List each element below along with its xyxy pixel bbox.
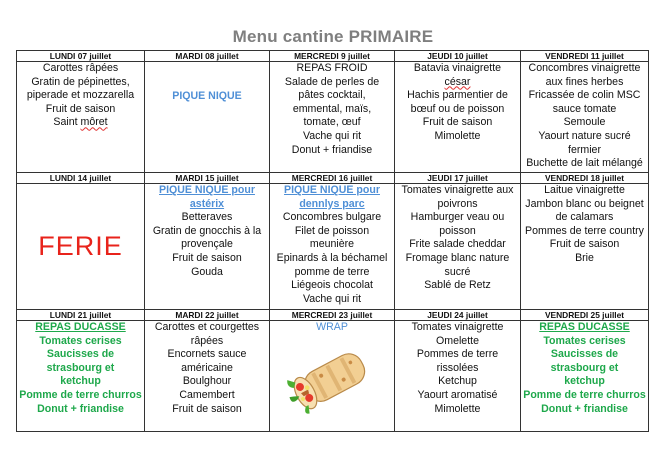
menu-item: Tomates vinaigrette — [411, 321, 504, 333]
ducasse-label: REPAS DUCASSE — [539, 321, 630, 333]
week-1-header-row — [17, 51, 649, 62]
menu-item: fermier — [568, 143, 601, 156]
day-menu-cell — [395, 62, 521, 173]
menu-item: Epinards à la béchamel — [276, 251, 388, 264]
day-menu-cell — [145, 62, 270, 173]
day-header: MARDI 15 juillet — [145, 173, 270, 184]
menu-item: Buchette de lait mélangé — [526, 157, 643, 170]
menu-item: Fruit de saison — [172, 251, 242, 264]
menu-item: Sablé de Retz — [424, 279, 491, 292]
day-menu-cell — [17, 321, 145, 432]
menu-item: Saucisses de strasbourg et — [550, 348, 619, 374]
menu-item: Fruit de saison — [45, 102, 116, 115]
picnic-label: astérix — [189, 197, 225, 210]
menu-item: ketchup — [60, 375, 101, 388]
menu-item: Batavia vinaigrette — [413, 62, 502, 74]
day-header: MERCREDI 9 juillet — [270, 51, 395, 62]
week-2-header-row — [17, 173, 649, 184]
menu-item-squiggle-text: môret — [80, 116, 108, 129]
menu-item: Saint môret — [53, 116, 108, 129]
menu-item: Brie — [575, 251, 594, 264]
day-menu-cell — [395, 321, 521, 432]
week-3-header-row — [17, 310, 649, 321]
day-header: LUNDI 21 juillet — [17, 310, 145, 321]
menu-item: Frite salade cheddar — [409, 238, 506, 251]
menu-item: Fruit de saison — [549, 238, 620, 251]
menu-item: Fruit de saison — [172, 402, 242, 415]
ducasse-label: REPAS DUCASSE — [35, 321, 126, 333]
menu-item: sucré — [444, 265, 471, 278]
menu-item: Carottes râpées — [42, 62, 119, 74]
menu-item: Boulghour — [182, 375, 232, 388]
menu-item: Pomme de terre churros — [19, 388, 142, 401]
menu-item: Gratin de pépinettes, — [31, 75, 130, 88]
day-menu-cell — [521, 321, 649, 432]
day-header: JEUDI 10 juillet — [395, 51, 521, 62]
menu-item: pomme de terre — [294, 265, 370, 278]
day-header: JEUDI 24 juillet — [395, 310, 521, 321]
day-menu-cell — [521, 184, 649, 310]
menu-item: piperade et mozzarella — [26, 89, 135, 102]
menu-item: Pommes de terre country — [525, 224, 644, 237]
menu-item: Donut + friandise — [541, 402, 628, 415]
day-menu-cell — [395, 184, 521, 310]
menu-item: Hamburger veau ou — [410, 211, 505, 224]
day-header: VENDREDI 11 juillet — [521, 51, 649, 62]
menu-item: Fruit de saison — [422, 116, 493, 129]
menu-item: Fricassée de colin MSC — [528, 89, 641, 102]
week-3-menu-row — [17, 321, 649, 432]
menu-item: Gouda — [191, 265, 223, 278]
menu-item: Hachis parmentier de — [407, 89, 508, 102]
week-1-menu-row — [17, 62, 649, 173]
picnic-label: PIQUE NIQUE pour — [159, 184, 255, 196]
day-header: VENDREDI 25 juillet — [521, 310, 649, 321]
page-title: Menu cantine PRIMAIRE — [232, 27, 434, 46]
day-header: MARDI 08 juillet — [145, 51, 270, 62]
menu-table — [16, 50, 649, 432]
menu-item: césar — [444, 75, 471, 88]
menu-item: Jambon blanc ou beignet — [525, 197, 644, 210]
menu-item: Yaourt aromatisé — [417, 388, 498, 401]
menu-item: Fromage blanc nature — [405, 251, 510, 264]
day-menu-cell — [521, 62, 649, 173]
menu-item: Camembert — [179, 388, 235, 401]
menu-item: Ketchup — [438, 375, 477, 388]
menu-item: Concombres vinaigrette — [528, 62, 641, 74]
menu-item: Donut + friandise — [37, 402, 124, 415]
menu-item: aux fines herbes — [545, 75, 624, 88]
menu-item: REPAS FROID — [296, 62, 368, 74]
wrap-icon — [286, 339, 378, 419]
menu-item: meunière — [309, 238, 355, 251]
menu-item: emmental, maïs, — [292, 102, 372, 115]
menu-item: Mimolette — [434, 402, 481, 415]
day-menu-cell — [270, 184, 395, 310]
menu-item: pâtes cocktail, — [298, 89, 366, 102]
menu-item: poisson — [439, 224, 476, 237]
day-header: MARDI 22 juillet — [145, 310, 270, 321]
holiday-label: FERIE — [38, 230, 123, 261]
day-menu-cell — [145, 321, 270, 432]
menu-item: Tomates vinaigrette aux — [401, 184, 514, 196]
menu-item: Saucisses de strasbourg et — [46, 348, 115, 374]
menu-item: poivrons — [437, 197, 478, 210]
picnic-label: PIQUE NIQUE pour — [284, 184, 380, 196]
menu-item: Betteraves — [181, 211, 233, 224]
day-menu-cell — [17, 184, 145, 310]
menu-item: Mimolette — [434, 129, 481, 142]
menu-item: Salade de perles de — [284, 75, 380, 88]
day-header: LUNDI 07 juillet — [17, 51, 145, 62]
menu-item: provençale — [181, 238, 233, 251]
menu-item: Pommes de terre — [416, 348, 499, 361]
menu-item: sauce tomate — [552, 102, 617, 115]
day-header: MERCREDI 16 juillet — [270, 173, 395, 184]
menu-item: tomate, œuf — [303, 116, 361, 129]
day-menu-cell — [145, 184, 270, 310]
day-header: VENDREDI 18 juillet — [521, 173, 649, 184]
menu-item: Donut + friandise — [291, 143, 373, 156]
day-menu-cell — [270, 321, 395, 432]
menu-item: Concombres bulgare — [282, 211, 382, 224]
menu-item: Carottes et courgettes — [154, 321, 260, 333]
menu-item: Tomates cerises — [39, 334, 122, 347]
menu-item: bœuf ou de poisson — [410, 102, 505, 115]
menu-item: Tomates cerises — [543, 334, 626, 347]
wrap-label: WRAP — [316, 321, 348, 333]
menu-item: râpées — [190, 334, 224, 347]
day-menu-cell — [17, 62, 145, 173]
menu-item: Yaourt nature sucré — [538, 129, 631, 142]
day-header: LUNDI 14 juillet — [17, 173, 145, 184]
day-header: JEUDI 17 juillet — [395, 173, 521, 184]
menu-item: Filet de poisson — [294, 224, 370, 237]
menu-item: Vache qui rit — [302, 129, 362, 142]
menu-item: rissolées — [436, 361, 479, 374]
day-menu-cell — [270, 62, 395, 173]
menu-item: américaine — [181, 361, 233, 374]
menu-item: Laitue vinaigrette — [544, 184, 625, 196]
picnic-label: dennlys parc — [299, 197, 365, 210]
menu-item: Gratin de gnocchis à la — [152, 224, 262, 237]
menu-item: Encornets sauce — [167, 348, 247, 361]
week-2-menu-row — [17, 184, 649, 310]
menu-item: Vache qui rit — [302, 292, 362, 305]
menu-item: Liégeois chocolat — [291, 279, 373, 292]
picnic-label: PIQUE NIQUE — [172, 90, 242, 103]
menu-item: ketchup — [564, 375, 605, 388]
menu-item: Omelette — [436, 334, 479, 347]
menu-item: Pomme de terre churros — [523, 388, 646, 401]
menu-item: Semoule — [563, 116, 606, 129]
day-header: MERCREDI 23 juillet — [270, 310, 395, 321]
menu-item: de calamars — [555, 211, 614, 224]
